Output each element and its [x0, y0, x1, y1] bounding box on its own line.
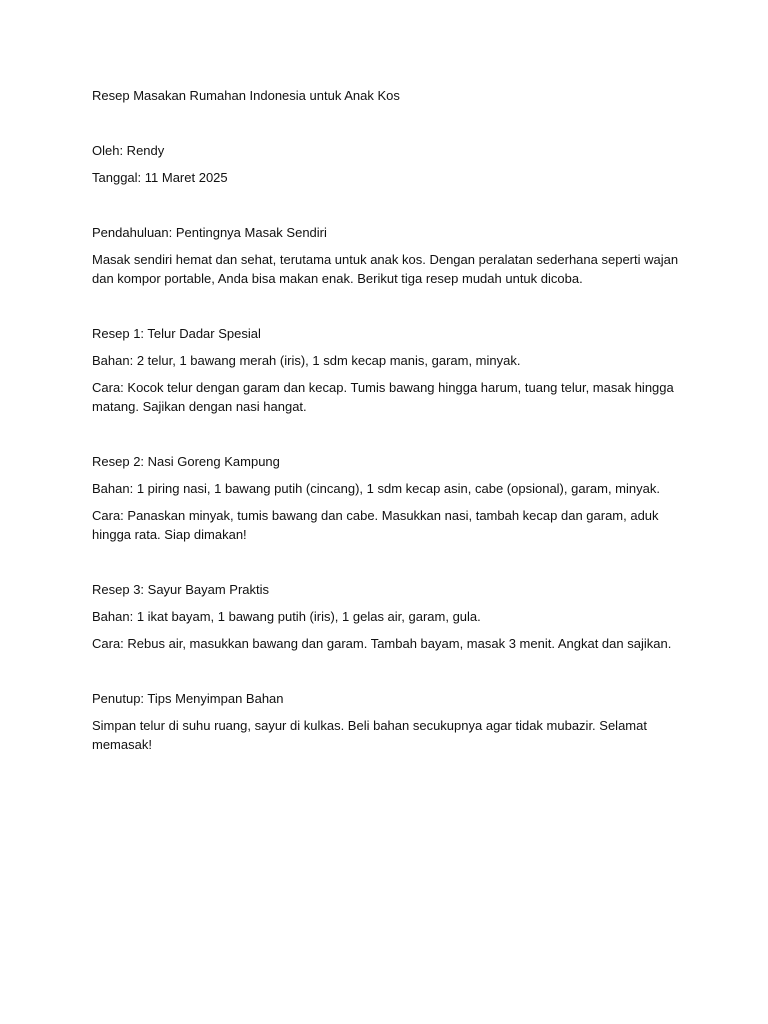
author-line: Oleh: Rendy — [92, 143, 165, 158]
recipe-method: Cara: Panaskan minyak, tumis bawang dan cabe. Masukkan nasi, tambah kecap dan garam, aduk hingga rata. Siap dimakan! — [92, 508, 659, 542]
document-title: Resep Masakan Rumahan Indonesia untuk Anak Kos — [92, 88, 400, 103]
recipe-heading: Resep 2: Nasi Goreng Kampung — [92, 454, 280, 469]
recipe-section-3 — [92, 580, 682, 653]
intro-heading: Pendahuluan: Pentingnya Masak Sendiri — [92, 225, 327, 240]
intro-section — [92, 223, 682, 288]
closing-heading: Penutup: Tips Menyimpan Bahan — [92, 691, 284, 706]
document-page — [92, 86, 682, 762]
recipe-ingredients: Bahan: 2 telur, 1 bawang merah (iris), 1 sdm kecap manis, garam, minyak. — [92, 353, 521, 368]
date-line: Tanggal: 11 Maret 2025 — [92, 170, 228, 185]
intro-text: Masak sendiri hemat dan sehat, terutama untuk anak kos. Dengan peralatan sederhana seperti wajan dan kompor portable, Anda bisa makan enak. Berikut tiga resep mudah untuk dicoba. — [92, 252, 679, 286]
recipe-method: Cara: Kocok telur dengan garam dan kecap. Tumis bawang hingga harum, tuang telur, masak hingga matang. Sajikan dengan nasi hangat. — [92, 380, 674, 414]
recipe-heading: Resep 3: Sayur Bayam Praktis — [92, 582, 270, 597]
recipe-method: Cara: Rebus air, masukkan bawang dan garam. Tambah bayam, masak 3 menit. Angkat dan sajikan. — [92, 636, 672, 651]
closing-text: Simpan telur di suhu ruang, sayur di kulkas. Beli bahan secukupnya agar tidak mubazir. Selamat memasak! — [92, 718, 647, 752]
recipe-section-2 — [92, 452, 682, 544]
recipe-heading: Resep 1: Telur Dadar Spesial — [92, 326, 261, 341]
closing-section — [92, 689, 682, 754]
recipe-ingredients: Bahan: 1 piring nasi, 1 bawang putih (cincang), 1 sdm kecap asin, cabe (opsional), garam, minyak. — [92, 481, 660, 496]
recipe-ingredients: Bahan: 1 ikat bayam, 1 bawang putih (iris), 1 gelas air, garam, gula. — [92, 609, 481, 624]
recipe-section-1 — [92, 324, 682, 416]
